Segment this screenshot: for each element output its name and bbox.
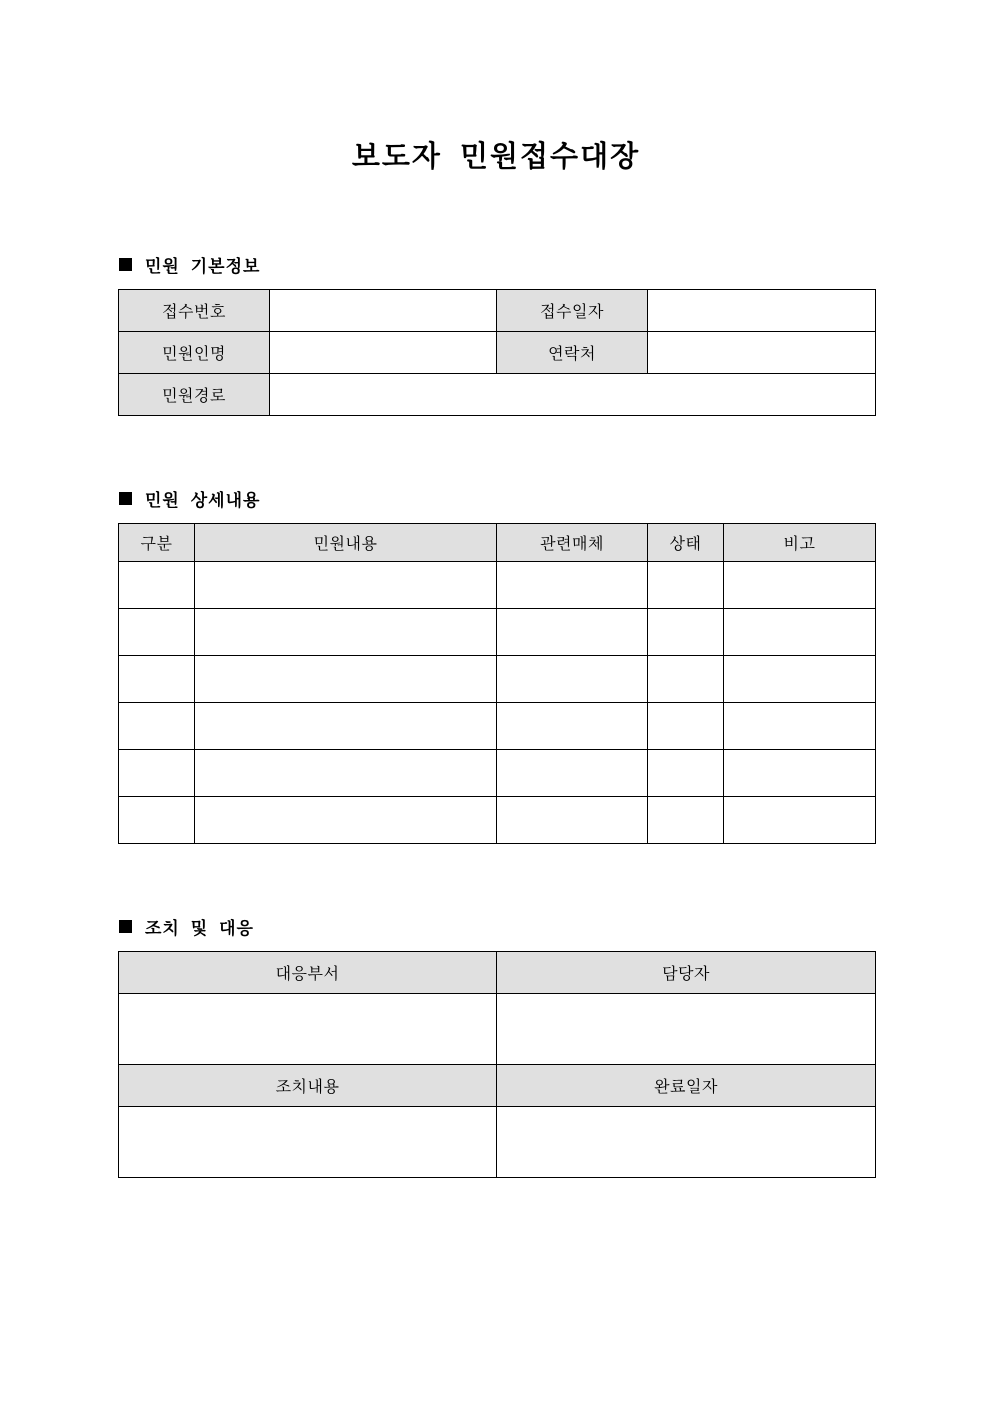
section-heading-basic-info [119, 252, 260, 276]
status-cell[interactable] [648, 703, 724, 750]
status-cell[interactable] [648, 609, 724, 656]
remarks-cell[interactable] [724, 797, 876, 844]
basic-info-table [118, 289, 876, 416]
square-bullet-icon [119, 492, 132, 505]
media-cell[interactable] [497, 797, 648, 844]
column-header-status: 상태 [648, 524, 724, 562]
square-bullet-icon [119, 258, 132, 271]
table-row [119, 703, 876, 750]
completion-date-field[interactable] [497, 1107, 876, 1178]
content-cell[interactable] [195, 797, 497, 844]
table-row [119, 290, 876, 332]
table-header-row [119, 952, 876, 994]
detail-table [118, 523, 876, 844]
remarks-cell[interactable] [724, 562, 876, 609]
media-cell[interactable] [497, 703, 648, 750]
contact-label: 연락처 [497, 332, 648, 374]
remarks-cell[interactable] [724, 609, 876, 656]
document-title: 보도자 민원접수대장 [351, 139, 641, 173]
receipt-number-label: 접수번호 [119, 290, 270, 332]
media-cell[interactable] [497, 656, 648, 703]
media-cell[interactable] [497, 750, 648, 797]
section-heading-label: 조치 및 대응 [145, 918, 254, 939]
complainant-name-field[interactable] [270, 332, 497, 374]
square-bullet-icon [119, 920, 132, 933]
complaint-route-field[interactable] [270, 374, 876, 416]
category-cell[interactable] [119, 656, 195, 703]
table-header-row [119, 524, 876, 562]
table-row [119, 797, 876, 844]
section-heading-detail [119, 486, 260, 510]
content-cell[interactable] [195, 656, 497, 703]
content-cell[interactable] [195, 562, 497, 609]
content-cell[interactable] [195, 609, 497, 656]
status-cell[interactable] [648, 797, 724, 844]
remarks-cell[interactable] [724, 656, 876, 703]
table-row [119, 1107, 876, 1178]
media-cell[interactable] [497, 562, 648, 609]
status-cell[interactable] [648, 750, 724, 797]
receipt-number-field[interactable] [270, 290, 497, 332]
table-row [119, 750, 876, 797]
category-cell[interactable] [119, 703, 195, 750]
department-field[interactable] [119, 994, 497, 1065]
section-heading-action [119, 914, 254, 938]
department-label: 대응부서 [119, 952, 497, 994]
status-cell[interactable] [648, 562, 724, 609]
category-cell[interactable] [119, 562, 195, 609]
category-cell[interactable] [119, 750, 195, 797]
table-row [119, 609, 876, 656]
person-in-charge-label: 담당자 [497, 952, 876, 994]
section-heading-label: 민원 상세내용 [145, 490, 261, 511]
content-cell[interactable] [195, 750, 497, 797]
table-row [119, 562, 876, 609]
table-header-row [119, 1065, 876, 1107]
column-header-remarks: 비고 [724, 524, 876, 562]
category-cell[interactable] [119, 797, 195, 844]
receipt-date-label: 접수일자 [497, 290, 648, 332]
action-content-label: 조치내용 [119, 1065, 497, 1107]
content-cell[interactable] [195, 703, 497, 750]
table-row [119, 374, 876, 416]
receipt-date-field[interactable] [648, 290, 876, 332]
category-cell[interactable] [119, 609, 195, 656]
column-header-content: 민원내용 [195, 524, 497, 562]
status-cell[interactable] [648, 656, 724, 703]
remarks-cell[interactable] [724, 703, 876, 750]
person-in-charge-field[interactable] [497, 994, 876, 1065]
complainant-name-label: 민원인명 [119, 332, 270, 374]
table-row [119, 994, 876, 1065]
section-heading-label: 민원 기본정보 [145, 256, 261, 277]
contact-field[interactable] [648, 332, 876, 374]
complaint-route-label: 민원경로 [119, 374, 270, 416]
column-header-media: 관련매체 [497, 524, 648, 562]
column-header-category: 구분 [119, 524, 195, 562]
table-row [119, 656, 876, 703]
remarks-cell[interactable] [724, 750, 876, 797]
media-cell[interactable] [497, 609, 648, 656]
table-row [119, 332, 876, 374]
completion-date-label: 완료일자 [497, 1065, 876, 1107]
action-content-field[interactable] [119, 1107, 497, 1178]
action-table [118, 951, 876, 1178]
